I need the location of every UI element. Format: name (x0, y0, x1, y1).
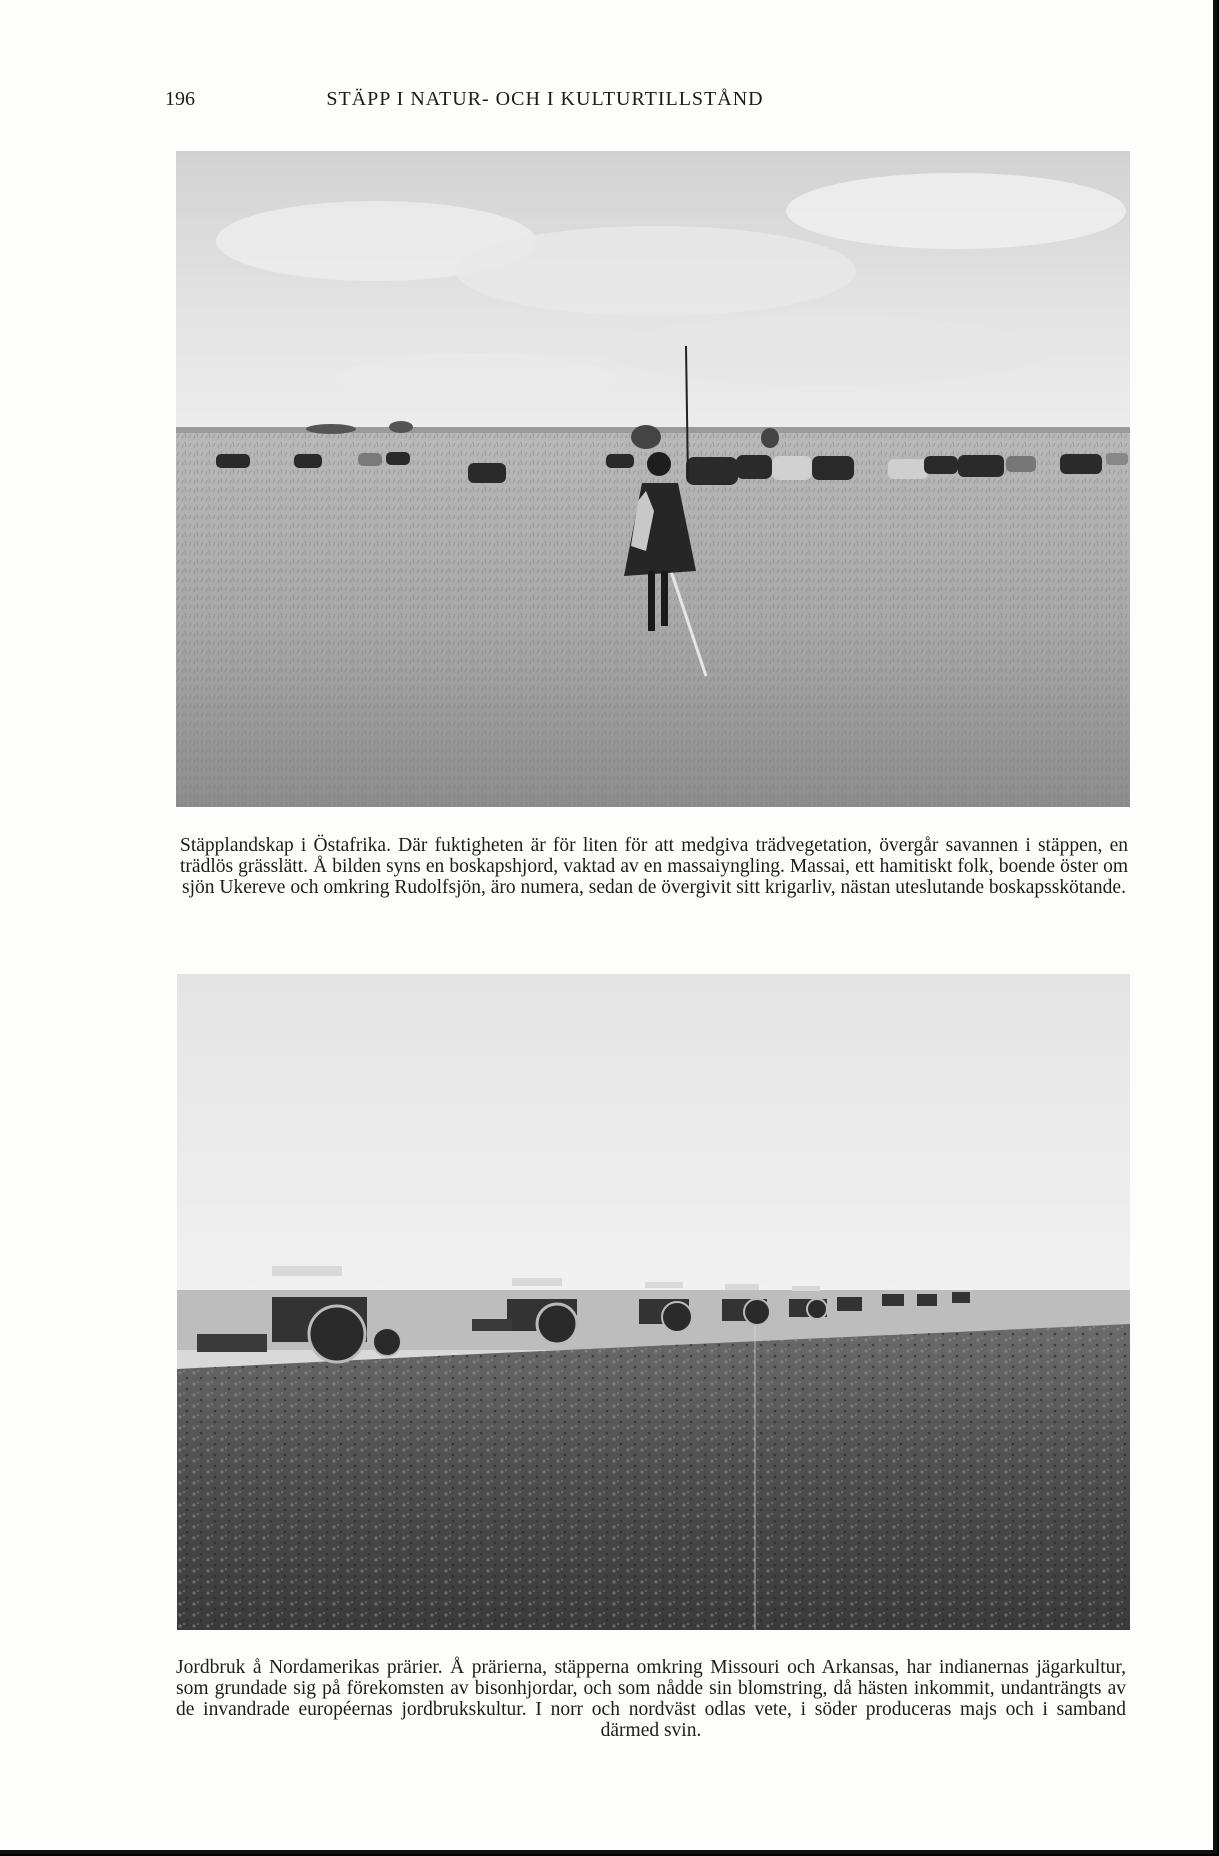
photo-caption-prairie: Jordbruk å Nordamerikas prärier. Å prärierna, stäpperna omkring Missouri och Arkansas, har indianernas jägarkultur, som grundade sig på förekomsten av bisonhjordar, och som nådde sin blomstring, då hästen inkommit, undanträngts av de invandrade européernas jordbrukskultur. I norr och nordväst odlas vete, i söder produceras majs och i samband därmed svin. (176, 1657, 1126, 1741)
running-title: STÄPP I NATUR- OCH I KULTURTILLSTÅND (326, 88, 764, 110)
page-header (165, 88, 925, 118)
prairie-tractors-photo (177, 974, 1130, 1630)
photo-caption-steppe: Stäpplandskap i Östafrika. Där fuktigheten är för liten för att medgiva trädvegetation, övergår savannen i stäppen, en trädlös grässlätt. Å bilden syns en boskapshjord, vaktad av en massaiyngling. Massai, ett hamitiskt folk, boende öster om sjön Ukereve och omkring Rudolfsjön, äro numera, sedan de övergivit sitt krigarliv, nästan uteslutande boskapsskötande. (180, 835, 1128, 898)
steppe-cattle-photo (176, 151, 1130, 807)
page-number: 196 (165, 88, 195, 110)
